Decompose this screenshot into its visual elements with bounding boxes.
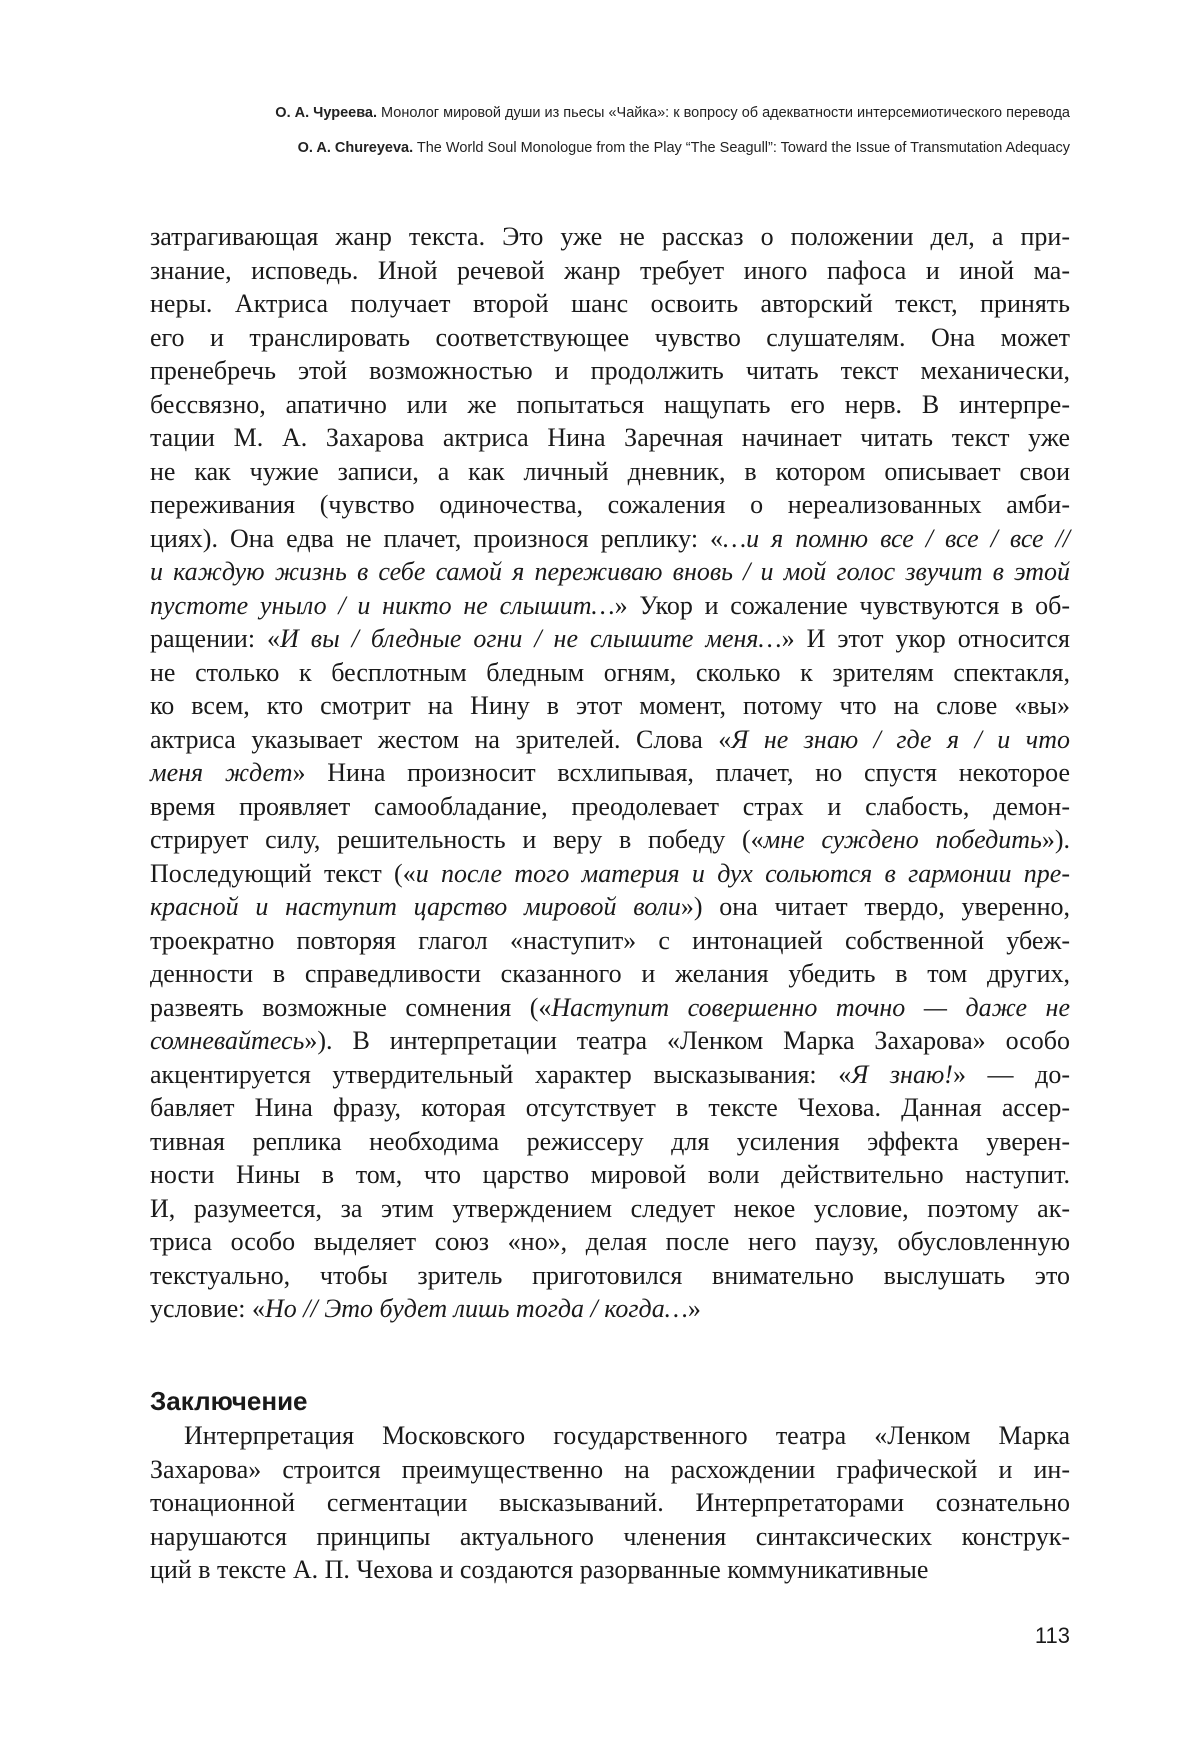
text-run: не как чужие записи, а как личный дневник, в котором описывает свои [150,456,1070,486]
text-run: » [687,1294,701,1323]
italic-quote: Я знаю! [851,1059,953,1089]
text-line [150,656,1070,690]
text-line [150,220,1070,254]
text-line [150,1486,1070,1520]
text-run: » Укор и сожаление чувствуются в об- [614,590,1070,620]
text-run: » И этот укор относится [781,624,1070,653]
text-line [150,589,1070,623]
text-line [150,1024,1070,1058]
text-line [150,723,1070,757]
text-run: ко всем, кто смотрит на Нину в этот момент, потому что на слове «вы» [150,691,1070,720]
text-line [150,823,1070,857]
text-run: ности Нины в том, что царство мировой воли действительно наступит. [150,1160,1070,1189]
page-number: 113 [1034,1623,1070,1648]
text-line [150,488,1070,522]
text-run: неры. Актриса получает второй шанс освоить авторский текст, принять [150,289,1070,318]
text-run: время проявляет самообладание, преодолевает страх и слабость, демон- [150,791,1070,821]
text-line [150,857,1070,891]
italic-quote: мне суждено победить [763,825,1042,854]
text-run: переживания (чувство одиночества, сожаления о нереализованных амби- [150,490,1070,519]
text-line [150,1091,1070,1125]
text-line [150,1419,1070,1453]
text-run: не столько к бесплотным бледным огням, сколько к зрителям спектакля, [150,657,1070,687]
text-line [150,689,1070,723]
text-line [150,756,1070,790]
text-run: ций в тексте А. П. Чехова и создаются разорванные коммуникативные [150,1555,929,1584]
text-run: » — до- [952,1059,1070,1089]
text-line [150,287,1070,321]
text-line [150,354,1070,388]
text-run: циях). Она едва не плачет, произнося реплику: « [150,523,724,553]
text-run: условие: « [150,1294,265,1323]
text-line [150,1520,1070,1554]
running-head-russian [150,104,1070,122]
text-line [150,1553,1070,1587]
text-line [150,1453,1070,1487]
text-run: знание, исповедь. Иной речевой жанр требует иного пафоса и иной ма- [150,255,1070,285]
text-run: стрирует силу, решительность и веру в победу (« [150,825,764,854]
text-line [150,388,1070,422]
text-run: актриса указывает жестом на зрителей. Слова « [150,724,732,754]
text-run: И, разумеется, за этим утверждением следует некое условие, поэтому ак- [150,1193,1070,1223]
italic-quote: красной и наступит царство мировой воли [150,892,681,921]
text-line [150,522,1070,556]
text-run: »). В интерпретации театра «Ленком Марка Захарова» особо [304,1026,1070,1055]
text-line [150,1259,1070,1293]
text-run: бавляет Нина фразу, которая отсутствует в тексте Чехова. Данная ассер- [150,1093,1070,1122]
text-run: »). [1041,825,1070,854]
text-line [150,1125,1070,1159]
text-run: Захарова» строится преимущественно на расхождении графической и ин- [150,1454,1070,1484]
text-run: ращении: « [150,624,281,653]
text-run: Интерпретация Московского государственного театра «Ленком Марка [184,1421,1070,1450]
italic-quote: и после того материя и дух сольются в гармонии пре- [415,858,1071,888]
running-head-author-ru: О. А. Чуреева. [275,105,378,121]
text-line [150,790,1070,824]
italic-quote: Я не знаю / где я / и что [731,724,1070,754]
italic-quote: меня ждет [150,758,293,787]
italic-quote: Наступит совершенно точно — даже не [551,992,1070,1022]
text-line [150,1225,1070,1259]
text-run: текстуально, чтобы зритель приготовился внимательно выслушать это [150,1260,1070,1290]
text-line [150,1158,1070,1192]
text-line [150,991,1070,1025]
text-line [150,421,1070,455]
section-heading-conclusion: Заключение [150,1386,308,1416]
running-head-english [150,139,1070,157]
text-run: тонационной сегментации высказываний. Интерпретаторами сознательно [150,1488,1070,1517]
text-run: пренебречь этой возможностью и продолжить читать текст механически, [150,356,1070,385]
text-run: затрагивающая жанр текста. Это уже не рассказ о положении дел, а при- [150,222,1070,251]
text-run: тивная реплика необходима режиссеру для усиления эффекта уверен- [150,1126,1070,1156]
italic-quote: Но // Это будет лишь тогда / когда… [264,1294,688,1323]
text-run: бессвязно, апатично или же попытаться нащупать его нерв. В интерпре- [150,389,1070,419]
italic-quote: пустоте уныло / и никто не слышит… [150,590,615,620]
italic-quote: и каждую жизнь в себе самой я переживаю вновь / и мой голос звучит в этой [150,557,1070,586]
text-line [150,622,1070,656]
italic-quote: …и я помню все / все / все // [723,523,1070,553]
text-line [150,1058,1070,1092]
text-run: нарушаются принципы актуального членения синтаксических конструк- [150,1521,1070,1551]
italic-quote: сомневайтесь [150,1026,305,1055]
text-run: его и транслировать соответствующее чувство слушателям. Она может [150,322,1070,352]
text-line [150,1292,1070,1326]
text-line [150,555,1070,589]
text-line [150,924,1070,958]
text-line [150,321,1070,355]
running-head-author-en: O. A. Chureyeva. [297,140,414,156]
text-line [150,957,1070,991]
conclusion-paragraph [150,1419,1070,1587]
text-line [150,1192,1070,1226]
text-run: ») она читает твердо, уверенно, [680,892,1071,921]
text-run: тации М. А. Захарова актриса Нина Заречная начинает читать текст уже [150,423,1070,452]
text-run: » Нина произносит всхлипывая, плачет, но спустя некоторое [292,758,1070,787]
running-head-title-ru: Монолог мировой души из пьесы «Чайка»: к вопросу об адекватности интерсемиотического перевода [377,105,1070,121]
text-line [150,254,1070,288]
text-run: акцентируется утвердительный характер высказывания: « [150,1059,852,1089]
text-run: Последующий текст (« [150,858,416,888]
text-run: денности в справедливости сказанного и желания убедить в том других, [150,959,1070,988]
text-run: развеять возможные сомнения (« [150,992,552,1022]
text-run: триса особо выделяет союз «но», делая после него паузу, обусловленную [150,1227,1070,1256]
text-line [150,455,1070,489]
text-line [150,890,1070,924]
body-paragraph [150,220,1070,1326]
text-run: троекратно повторяя глагол «наступит» с интонацией собственной убеж- [150,925,1070,955]
running-head-title-en: The World Soul Monologue from the Play “The Seagull”: Toward the Issue of Transmutation Adequacy [413,140,1070,156]
italic-quote: И вы / бледные огни / не слышите меня… [280,624,782,653]
